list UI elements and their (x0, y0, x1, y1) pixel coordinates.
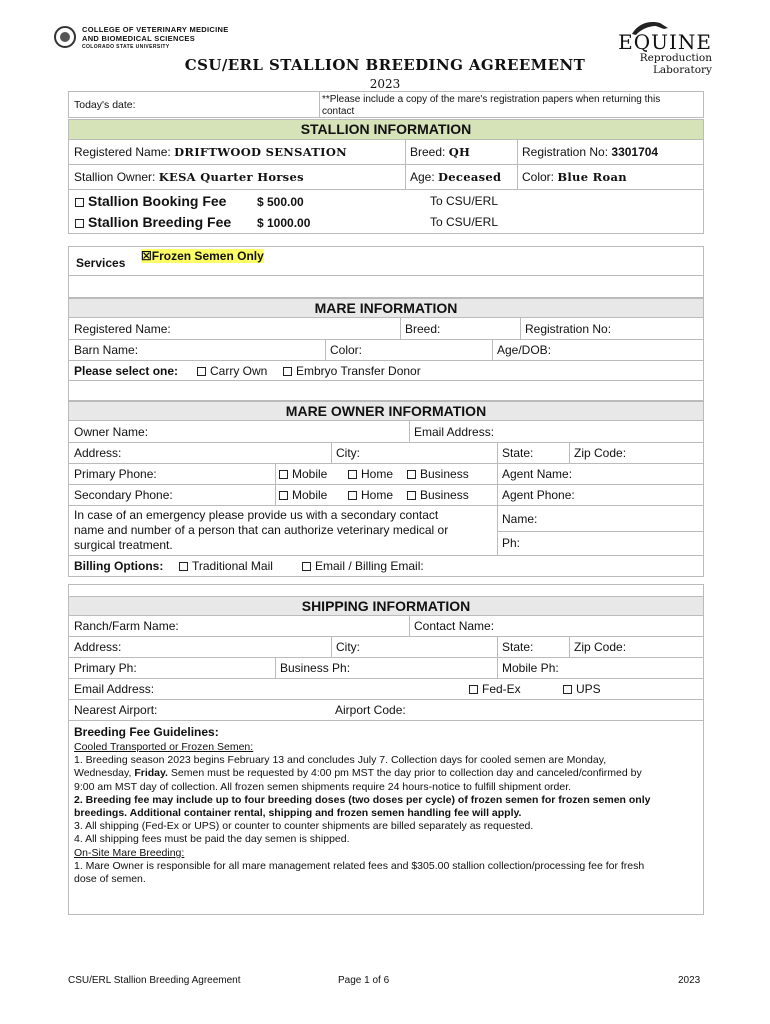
guidelines-line9: dose of semen. (74, 873, 146, 886)
secondary-phone-label[interactable]: Secondary Phone: (74, 488, 173, 502)
shipping-row-4 (68, 679, 704, 700)
secondary-mobile-label: Mobile (292, 488, 328, 502)
emergency-line1: In case of an emergency please provide us with a secondary contact (74, 508, 439, 522)
ship-primary-ph-label[interactable]: Primary Ph: (74, 661, 137, 675)
horse-head-icon (630, 20, 670, 36)
date-row (68, 91, 704, 118)
college-logo (54, 26, 229, 52)
logo-equine-text: EQUINE (618, 30, 712, 54)
billing-row (68, 556, 704, 577)
primary-mobile-checkbox[interactable] (279, 470, 288, 479)
guidelines-line4b: . Breeding fee may include up to four breeding doses (two doses per cycle) of frozen semen for frozen semen only (79, 793, 651, 806)
mare-breed-label[interactable]: Breed: (405, 322, 441, 336)
university-name: COLORADO STATE UNIVERSITY (82, 44, 170, 50)
mare-section-heading: MARE INFORMATION (68, 298, 704, 318)
fedex-checkbox[interactable] (469, 685, 478, 694)
footer-left: CSU/ERL Stallion Breeding Agreement (68, 975, 241, 986)
mare-row-3 (68, 361, 704, 381)
stallion-fee-row (68, 190, 704, 234)
ups-checkbox[interactable] (563, 685, 572, 694)
booking-fee-to: To CSU/ERL (430, 194, 499, 208)
guidelines-box (68, 721, 704, 915)
owner-state-label[interactable]: State: (502, 446, 534, 460)
guidelines-line2a: Wednesday, (74, 767, 135, 780)
guidelines-line5: breedings. Additional container rental, shipping and frozen semen handling fee will apply. (74, 807, 522, 820)
stallion-section-heading: STALLION INFORMATION (68, 119, 704, 140)
email-billing-checkbox[interactable] (302, 562, 311, 571)
billing-label: Billing Options: (74, 559, 164, 573)
college-line2: AND BIOMEDICAL SCIENCES (82, 33, 196, 43)
stallion-row-2 (68, 165, 704, 190)
owner-row-2 (68, 443, 704, 464)
owner-address-label[interactable]: Address: (74, 446, 122, 460)
shipping-row-1 (68, 616, 704, 637)
guidelines-line7: 4. All shipping fees must be paid the day semen is shipped. (74, 833, 350, 846)
primary-home-label: Home (361, 467, 394, 481)
breeding-fee-checkbox[interactable] (75, 219, 84, 228)
owner-email-label[interactable]: Email Address: (414, 425, 495, 439)
secondary-home-label: Home (361, 488, 394, 502)
mare-barn-name-label[interactable]: Barn Name: (74, 343, 139, 357)
frozen-semen-checkbox[interactable]: ☒ (141, 249, 152, 263)
owner-row-3 (68, 464, 704, 485)
ship-email-label[interactable]: Email Address: (74, 682, 155, 696)
owner-zip-label[interactable]: Zip Code: (574, 446, 627, 460)
ranch-name-label[interactable]: Ranch/Farm Name: (74, 619, 179, 633)
email-billing-label: Email / Billing Email: (315, 559, 424, 573)
embryo-transfer-checkbox[interactable] (283, 367, 292, 376)
stallion-reg-name-value[interactable]: DRIFTWOOD SENSATION (174, 145, 347, 159)
breeding-fee-label: Stallion Breeding Fee (88, 214, 232, 230)
emergency-line2: name and number of a person that can authorize veterinary medical or (74, 523, 449, 537)
primary-business-label: Business (420, 467, 469, 481)
guidelines-heading: Breeding Fee Guidelines: (74, 725, 219, 739)
registration-note: **Please include a copy of the mare's registration papers when returning this contact (322, 94, 661, 117)
stallion-reg-no-label: Registration No: (522, 145, 609, 159)
secondary-home-checkbox[interactable] (348, 491, 357, 500)
owner-row-1 (68, 421, 704, 443)
footer-year: 2023 (678, 975, 701, 986)
todays-date-label: Today's date: (74, 99, 136, 111)
owner-emergency-row (68, 506, 704, 556)
shipping-row-2 (68, 637, 704, 658)
guidelines-line6: 3. All shipping (Fed-Ex or UPS) or counter to counter shipments are billed separately as requested. (74, 820, 534, 833)
secondary-business-label: Business (420, 488, 469, 502)
booking-fee-value: $ 500.00 (257, 195, 304, 209)
primary-business-checkbox[interactable] (407, 470, 416, 479)
ship-mobile-ph-label[interactable]: Mobile Ph: (502, 661, 559, 675)
primary-home-checkbox[interactable] (348, 470, 357, 479)
secondary-business-checkbox[interactable] (407, 491, 416, 500)
csu-seal-icon (54, 26, 76, 48)
page-year: 2023 (369, 77, 401, 91)
mare-row-2 (68, 340, 704, 361)
logo-line1: Reproduction (639, 52, 712, 64)
stallion-owner-label: Stallion Owner: (74, 170, 156, 184)
secondary-mobile-checkbox[interactable] (279, 491, 288, 500)
traditional-mail-label: Traditional Mail (192, 559, 273, 573)
nearest-airport-label[interactable]: Nearest Airport: (74, 703, 158, 717)
guidelines-line8: 1. Mare Owner is responsible for all mare management related fees and $305.00 stallion collection/processing fee for fresh (74, 859, 645, 872)
shipping-row-3 (68, 658, 704, 679)
ship-city-label[interactable]: City: (336, 640, 360, 654)
mare-reg-no-label[interactable]: Registration No: (525, 322, 612, 336)
ship-state-label[interactable]: State: (502, 640, 534, 654)
guidelines-line1: 1. Breeding season 2023 begins February 13 and concludes July 7. Collection days for cooled semen are Monday, (74, 754, 607, 767)
mare-age-label[interactable]: Age/DOB: (497, 343, 552, 357)
fedex-label: Fed-Ex (482, 682, 521, 696)
carry-own-checkbox[interactable] (197, 367, 206, 376)
guidelines-line4a: 2 (74, 793, 80, 806)
mare-spacer (68, 381, 704, 401)
contact-name-label[interactable]: Contact Name: (414, 619, 495, 633)
carry-own-label: Carry Own (210, 364, 268, 378)
page-title: CSU/ERL STALLION BREEDING AGREEMENT (184, 56, 586, 74)
services-spacer (68, 276, 704, 298)
agent-name-label[interactable]: Agent Name: (502, 467, 573, 481)
shipping-section-heading: SHIPPING INFORMATION (68, 596, 704, 616)
stallion-color-label: Color: (522, 170, 555, 184)
services-row (68, 246, 704, 276)
guidelines-sub1: Cooled Transported or Frozen Semen: (74, 741, 254, 753)
breeding-fee-to: To CSU/ERL (430, 215, 499, 229)
mare-color-label[interactable]: Color: (330, 343, 363, 357)
owner-city-label[interactable]: City: (336, 446, 360, 460)
mare-reg-name-label[interactable]: Registered Name: (74, 322, 171, 336)
stallion-color-value[interactable]: Blue Roan (557, 170, 627, 184)
logo-line2: Laboratory (652, 64, 712, 76)
emergency-ph-label[interactable]: Ph: (502, 536, 521, 550)
primary-mobile-label: Mobile (292, 467, 328, 481)
guidelines-line2c: Semen must be requested by 4:00 pm MST the day prior to collection day and canceled/confirmed by (167, 767, 642, 780)
mare-select-label: Please select one: (74, 364, 179, 378)
stallion-owner-value[interactable]: KESA Quarter Horses (158, 170, 304, 184)
ship-zip-label[interactable]: Zip Code: (574, 640, 627, 654)
ship-address-label[interactable]: Address: (74, 640, 122, 654)
stallion-age-value[interactable]: Deceased (438, 170, 502, 184)
services-value: Frozen Semen Only (151, 249, 264, 263)
services-label: Services (76, 256, 126, 270)
booking-fee-checkbox[interactable] (75, 198, 84, 207)
primary-phone-label[interactable]: Primary Phone: (74, 467, 157, 481)
stallion-reg-name-label: Registered Name: (74, 145, 171, 159)
owner-row-4 (68, 485, 704, 506)
stallion-reg-no-value[interactable]: 3301704 (611, 145, 659, 159)
stallion-breed-value[interactable]: QH (448, 145, 471, 159)
embryo-transfer-label: Embryo Transfer Donor (296, 364, 421, 378)
guidelines-line3: 9:00 am MST day of collection. All frozen semen shipments require 24 hours-notice to fulfill shipment order. (74, 780, 572, 793)
guidelines-line2b: Friday. (134, 767, 168, 780)
college-line1: COLLEGE OF VETERINARY MEDICINE (82, 25, 229, 34)
stallion-age-label: Age: (410, 170, 435, 184)
agent-phone-label[interactable]: Agent Phone: (502, 488, 575, 502)
airport-code-label[interactable]: Airport Code: (335, 703, 406, 717)
emergency-line3: surgical treatment. (74, 538, 173, 552)
ship-business-ph-label[interactable]: Business Ph: (280, 661, 351, 675)
owner-section-heading: MARE OWNER INFORMATION (68, 401, 704, 421)
ups-label: UPS (576, 682, 601, 696)
owner-name-label[interactable]: Owner Name: (74, 425, 149, 439)
traditional-mail-checkbox[interactable] (179, 562, 188, 571)
booking-fee-label: Stallion Booking Fee (88, 193, 227, 209)
guidelines-sub2: On-Site Mare Breeding: (74, 846, 185, 859)
stallion-breed-label: Breed: (410, 145, 446, 159)
footer-page: Page 1 of 6 (338, 975, 390, 986)
mare-row-1 (68, 318, 704, 340)
breeding-fee-value: $ 1000.00 (257, 216, 311, 230)
stallion-row-1 (68, 140, 704, 165)
shipping-top-spacer (68, 584, 704, 596)
emergency-name-label[interactable]: Name: (502, 512, 538, 526)
shipping-row-5 (68, 700, 704, 721)
